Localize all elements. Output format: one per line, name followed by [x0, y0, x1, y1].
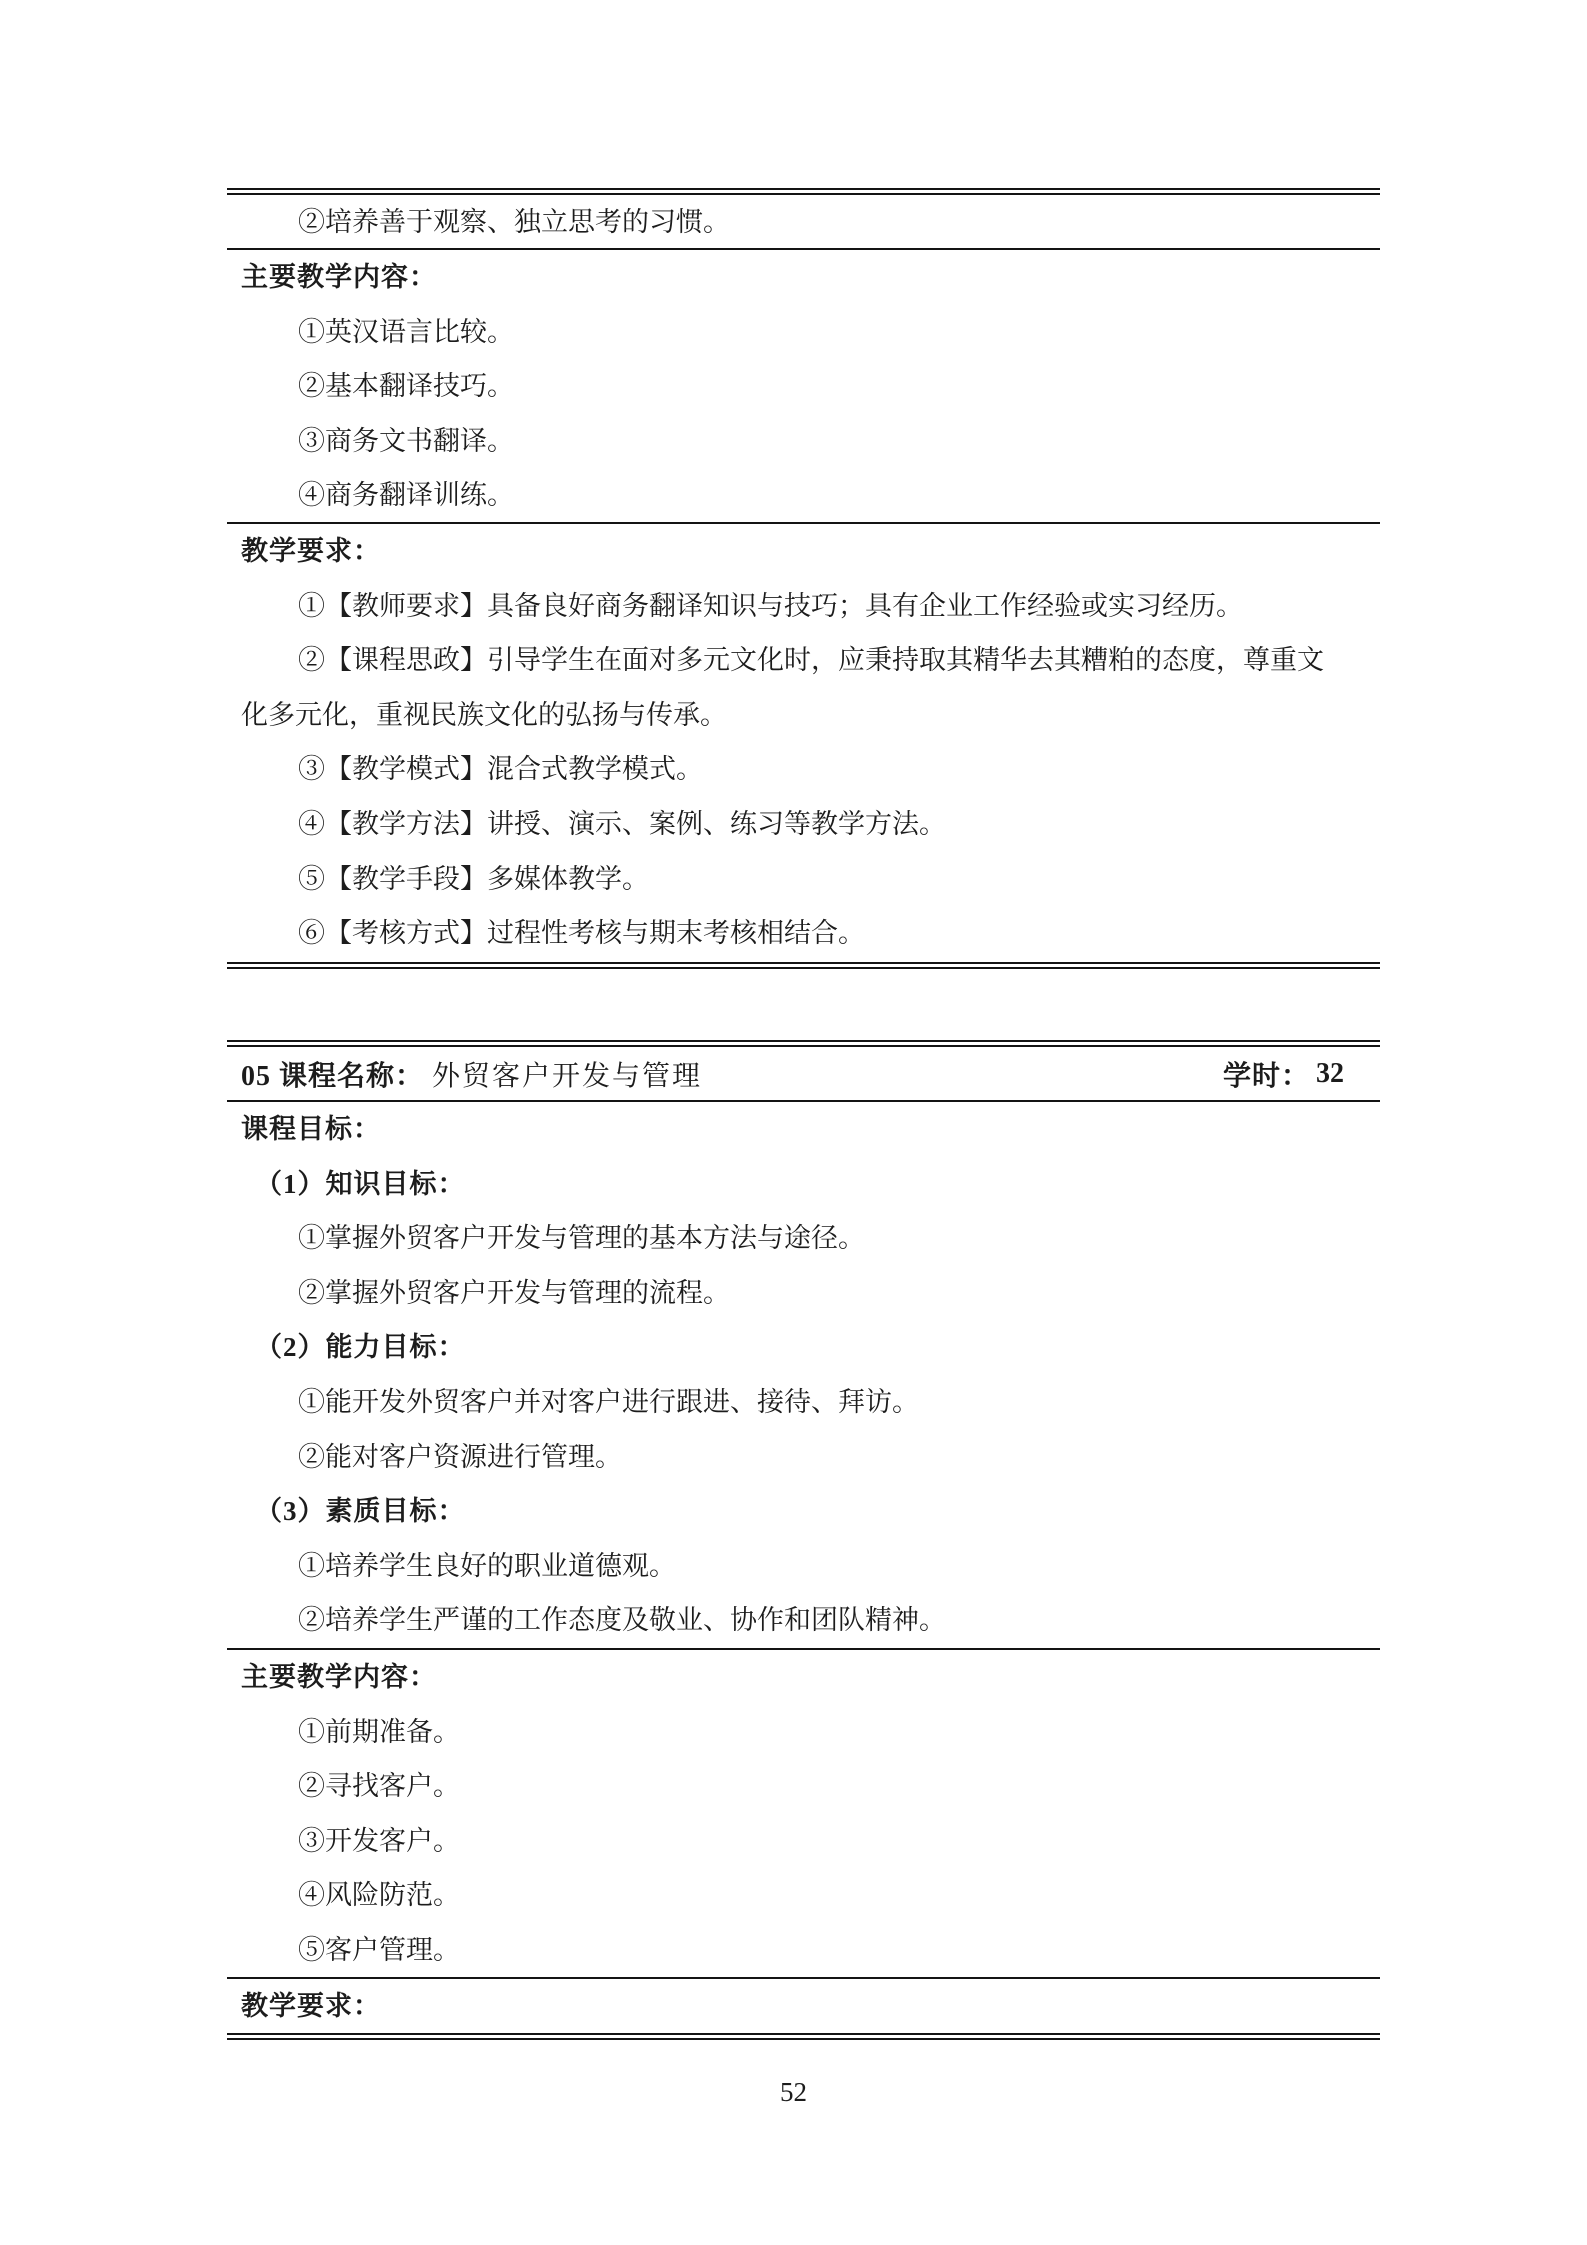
content-item: ②寻找客户。 — [298, 1771, 460, 1802]
content-item: ③商务文书翻译。 — [298, 425, 514, 456]
requirement-item: ⑤【教学手段】多媒体教学。 — [298, 863, 649, 894]
section-heading: 教学要求： — [241, 536, 381, 566]
hours-value: 32 — [1316, 1057, 1344, 1089]
course-header — [227, 1047, 1380, 1100]
requirement-item: ④【教学方法】讲授、演示、案例、练习等教学方法。 — [298, 808, 946, 839]
table-row-carryover — [227, 195, 1380, 248]
content-item: ③开发客户。 — [298, 1825, 460, 1856]
table-row-course-objectives — [227, 1100, 1380, 1648]
content-item: ④商务翻译训练。 — [298, 480, 514, 511]
section-heading: 课程目标： — [241, 1114, 381, 1144]
page-number: 52 — [780, 2077, 807, 2107]
course-table-04 — [227, 188, 1380, 969]
table-row-course-header — [227, 1047, 1380, 1100]
content-item: ①前期准备。 — [298, 1716, 460, 1747]
hours-label: 学时： — [1222, 1060, 1310, 1092]
objective-item: ②掌握外贸客户开发与管理的流程。 — [298, 1277, 730, 1308]
content-item: ①英汉语言比较。 — [298, 316, 514, 347]
content-item: ④风险防范。 — [298, 1880, 460, 1911]
course-number-label: 05 课程名称： — [241, 1060, 425, 1092]
requirement-item: ①【教师要求】具备良好商务翻译知识与技巧；具有企业工作经验或实习经历。 — [298, 590, 1243, 621]
objective-item: ②培养学生严谨的工作态度及敬业、协作和团队精神。 — [298, 1605, 946, 1636]
subsection-heading-knowledge: （1）知识目标： — [255, 1168, 466, 1199]
objective-item: ①培养学生良好的职业道德观。 — [298, 1550, 676, 1581]
requirement-item: ③【教学模式】混合式教学模式。 — [298, 754, 703, 785]
section-heading: 教学要求： — [241, 1991, 381, 2021]
table-row-teaching-content — [227, 248, 1380, 522]
content-item: ⑤客户管理。 — [298, 1934, 460, 1965]
course-table-05 — [227, 1040, 1380, 2040]
objective-item: ②能对客户资源进行管理。 — [298, 1441, 622, 1472]
subsection-heading-ability: （2）能力目标： — [255, 1332, 466, 1363]
objective-item: ②培养善于观察、独立思考的习惯。 — [298, 207, 730, 237]
requirement-item: ⑥【考核方式】过程性考核与期末考核相结合。 — [298, 918, 865, 949]
course-name: 外贸客户开发与管理 — [432, 1060, 703, 1092]
section-heading: 主要教学内容： — [241, 1662, 437, 1692]
subsection-heading-quality: （3）素质目标： — [255, 1496, 466, 1527]
table-row-teaching-requirements — [227, 522, 1380, 962]
requirement-item: ②【课程思政】引导学生在面对多元文化时，应秉持取其精华去其糟粕的态度，尊重文 — [298, 645, 1324, 676]
table-row-teaching-content — [227, 1648, 1380, 1977]
objective-item: ①掌握外贸客户开发与管理的基本方法与途径。 — [298, 1223, 865, 1254]
requirement-item-continuation: 化多元化，重视民族文化的弘扬与传承。 — [241, 699, 727, 730]
table-row-teaching-requirements — [227, 1977, 1380, 2033]
section-heading: 主要教学内容： — [241, 262, 437, 292]
objective-item: ①能开发外贸客户并对客户进行跟进、接待、拜访。 — [298, 1386, 919, 1417]
content-item: ②基本翻译技巧。 — [298, 371, 514, 402]
